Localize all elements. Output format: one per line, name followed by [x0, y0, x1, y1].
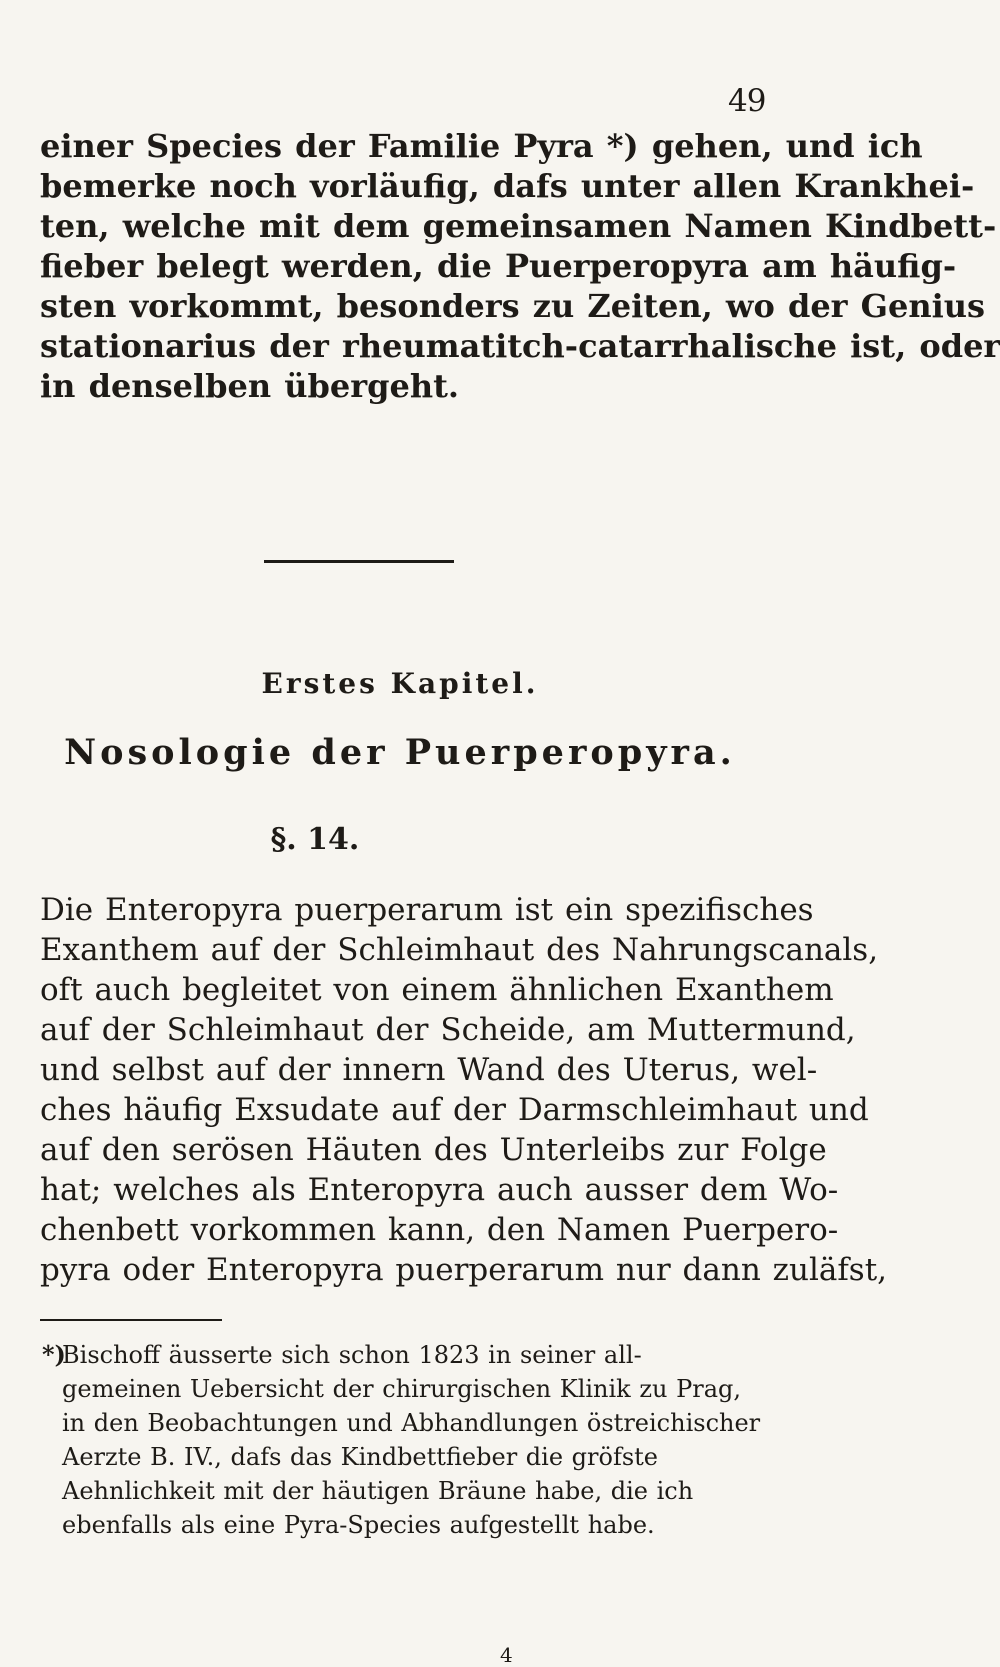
paragraph-1-line-2: bemerke noch vorläufig, dafs unter allen Krankhei- — [40, 167, 975, 205]
section-rule — [264, 560, 454, 563]
footnote-line-2: gemeinen Uebersicht der chirurgischen Klinik zu Prag, — [62, 1375, 742, 1403]
footnote-line-5: Aehnlichkeit mit der häutigen Bräune habe, die ich — [62, 1477, 694, 1505]
paragraph-2-line-8: hat; welches als Enteropyra auch ausser dem Wo- — [40, 1172, 839, 1208]
footnote-line-4: Aerzte B. IV., dafs das Kindbettfieber die gröfste — [62, 1443, 659, 1471]
footnote-line-3: in den Beobachtungen und Abhandlungen östreichischer — [62, 1409, 761, 1437]
footnote-marker: *) — [42, 1340, 66, 1369]
paragraph-2-line-9: chenbett vorkommen kann, den Namen Puerpero- — [40, 1212, 839, 1248]
paragraph-1-line-1: einer Species der Familie Pyra *) gehen, und ich — [40, 127, 923, 165]
signature-mark: 4 — [500, 1643, 513, 1667]
footnote-line-1: Bischoff äusserte sich schon 1823 in seiner all- — [62, 1341, 642, 1369]
footnote-divider — [40, 1319, 222, 1321]
paragraph-2-line-4: auf der Schleimhaut der Scheide, am Muttermund, — [40, 1012, 856, 1048]
paragraph-2-line-5: und selbst auf der innern Wand des Uterus, wel- — [40, 1052, 818, 1088]
paragraph-1-line-4: fieber belegt werden, die Puerperopyra am häufig- — [40, 247, 957, 285]
paragraph-1-line-6: stationarius der rheumatitch-catarrhalische ist, oder — [40, 327, 1000, 365]
section-number: §. 14. — [270, 822, 360, 857]
chapter-title: Nosologie der Puerperopyra. — [64, 732, 736, 773]
paragraph-2-line-7: auf den serösen Häuten des Unterleibs zur Folge — [40, 1132, 827, 1168]
paragraph-1-line-7: in denselben übergeht. — [40, 367, 460, 405]
footnote-line-6: ebenfalls als eine Pyra-Species aufgestellt habe. — [62, 1511, 655, 1539]
page-number: 49 — [728, 83, 766, 119]
paragraph-1-line-5: sten vorkommt, besonders zu Zeiten, wo der Genius — [40, 287, 986, 325]
paragraph-1-line-3: ten, welche mit dem gemeinsamen Namen Kindbett- — [40, 207, 997, 245]
paragraph-2-line-2: Exanthem auf der Schleimhaut des Nahrungscanals, — [40, 932, 879, 968]
paragraph-2-line-6: ches häufig Exsudate auf der Darmschleimhaut und — [40, 1092, 869, 1128]
paragraph-2-line-3: oft auch begleitet von einem ähnlichen Exanthem — [40, 972, 834, 1008]
chapter-kicker: Erstes Kapitel. — [261, 667, 539, 700]
paragraph-2-line-1: Die Enteropyra puerperarum ist ein spezifisches — [40, 892, 814, 928]
paragraph-2-line-10: pyra oder Enteropyra puerperarum nur dann zuläfst, — [40, 1252, 888, 1288]
